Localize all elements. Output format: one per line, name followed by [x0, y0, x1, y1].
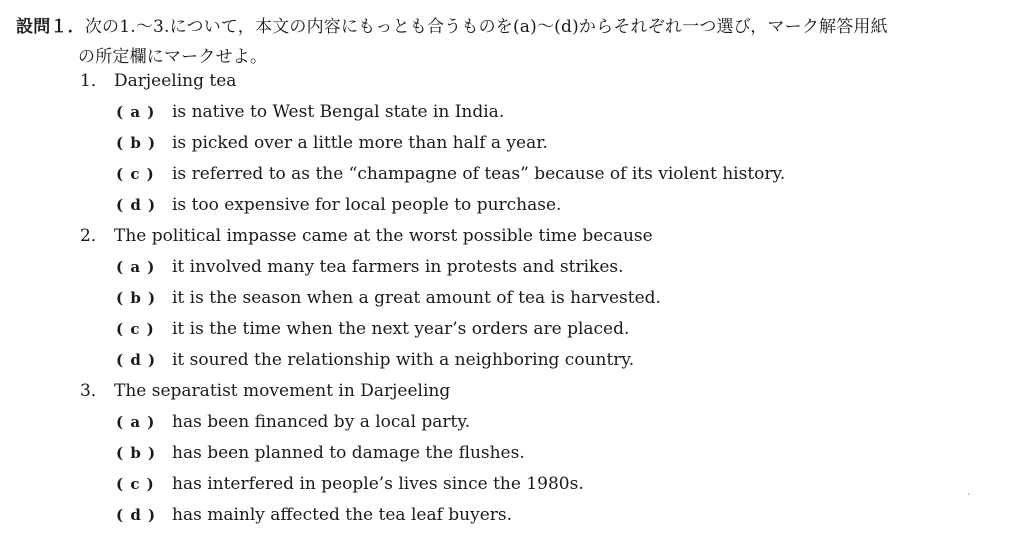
option-letter: ( c ): [116, 165, 155, 183]
option-letter: ( c ): [116, 475, 155, 493]
option-letter: ( c ): [116, 320, 155, 338]
option-2a: [80, 252, 1000, 283]
option-letter: ( a ): [116, 258, 156, 276]
option-letter: ( d ): [116, 351, 157, 369]
option-letter: ( d ): [116, 196, 157, 214]
question-stem-text: Darjeeling tea: [114, 71, 237, 91]
question-number: 2．: [80, 226, 108, 246]
option-3b: [80, 438, 1000, 469]
question-number: 3．: [80, 381, 108, 401]
option-letter: ( a ): [116, 413, 156, 431]
option-text: is too expensive for local people to purchase.: [172, 195, 562, 215]
option-text: it involved many tea farmers in protests and strikes.: [172, 257, 624, 277]
scan-speck: [968, 493, 970, 495]
option-2b: [80, 283, 1000, 314]
question-stem: [80, 221, 1000, 252]
option-1c: [80, 159, 1000, 190]
question-label: 設問１．: [16, 17, 85, 37]
option-1b: [80, 128, 1000, 159]
question-list: [80, 66, 1000, 531]
instruction-line-2: の所定欄にマークせよ。: [78, 47, 268, 67]
option-text: has been financed by a local party.: [172, 412, 471, 432]
option-text: it is the time when the next year’s orders are placed.: [172, 319, 630, 339]
question-1: [80, 66, 1000, 221]
question-stem-text: The separatist movement in Darjeeling: [114, 381, 451, 401]
option-3a: [80, 407, 1000, 438]
option-text: has been planned to damage the flushes.: [172, 443, 525, 463]
option-3d: [80, 500, 1000, 531]
option-text: is native to West Bengal state in India.: [172, 102, 505, 122]
question-number: 1．: [80, 71, 108, 91]
option-text: is referred to as the “champagne of teas” because of its violent history.: [172, 164, 786, 184]
option-letter: ( a ): [116, 103, 156, 121]
option-letter: ( b ): [116, 134, 157, 152]
question-3: [80, 376, 1000, 531]
question-stem: [80, 376, 1000, 407]
option-2c: [80, 314, 1000, 345]
instruction-text-1: 次の1.～3.について，本文の内容にもっとも合うものを(a)～(d)からそれぞれ一つ選び，マーク解答用紙: [84, 17, 888, 37]
option-1d: [80, 190, 1000, 221]
question-2: [80, 221, 1000, 376]
option-1a: [80, 97, 1000, 128]
option-letter: ( b ): [116, 289, 157, 307]
question-instruction: [16, 12, 1016, 72]
option-text: has interfered in people’s lives since the 1980s.: [172, 474, 584, 494]
question-stem-text: The political impasse came at the worst possible time because: [114, 226, 653, 246]
option-3c: [80, 469, 1000, 500]
option-text: is picked over a little more than half a year.: [172, 133, 548, 153]
option-letter: ( b ): [116, 444, 157, 462]
option-text: it soured the relationship with a neighboring country.: [172, 350, 635, 370]
option-2d: [80, 345, 1000, 376]
option-text: it is the season when a great amount of tea is harvested.: [172, 288, 661, 308]
question-stem: [80, 66, 1000, 97]
option-letter: ( d ): [116, 506, 157, 524]
option-text: has mainly affected the tea leaf buyers.: [172, 505, 513, 525]
instruction-line-1: [16, 12, 1016, 42]
